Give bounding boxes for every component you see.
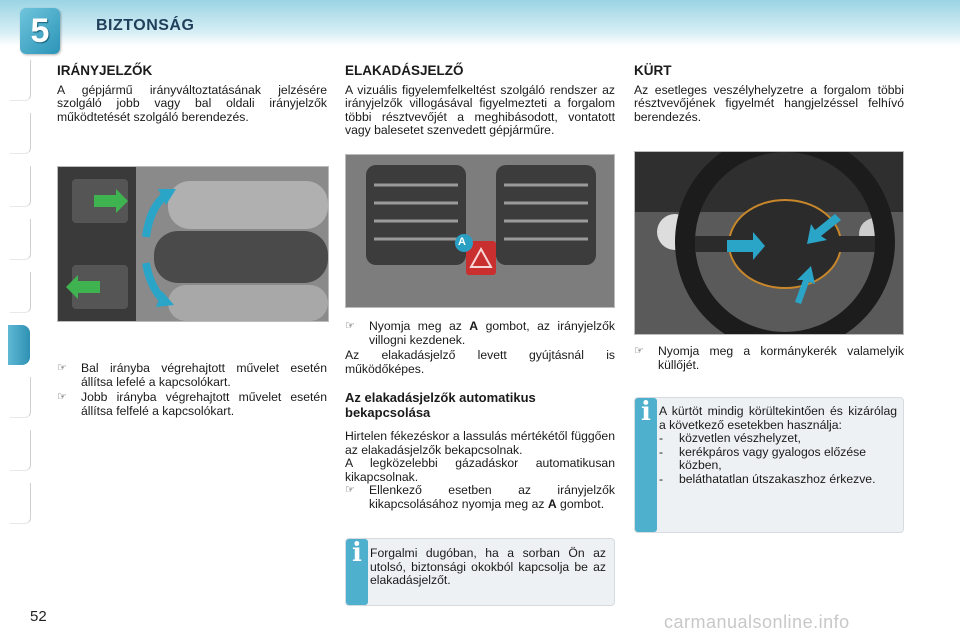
chapter-tab[interactable] [10,377,31,418]
hazard-heading: ELAKADÁSJELZŐ [345,63,464,78]
chapter-tabs [0,60,36,536]
pointing-hand-icon: ☞ [345,484,355,496]
hazard-instructions [345,320,615,511]
pointing-hand-icon: ☞ [634,345,644,357]
page-number: 52 [30,608,47,625]
list-item: ☞ Jobb irányba végrehajtott művelet esetén állítsa felfelé a kapcsolókart. [57,390,327,418]
turn-signal-intro: A gépjármű irányváltoztatásának jelzésére szolgáló jobb vagy bal oldali irányjelzők működtetését szolgáló berendezés. [57,82,327,124]
horn-heading: KÜRT [634,63,672,78]
horn-section [634,64,904,124]
info-icon: i [346,539,368,605]
list-item: ☞ Nyomja meg az A gombot, az irányjelzők villogni kezdenek. [345,319,615,347]
list-item: ☞ Nyomja meg a kormánykerék valamelyik küllőjét. [634,344,904,372]
chapter-tab[interactable] [10,272,31,313]
turn-signal-section [57,64,327,124]
pointing-hand-icon: ☞ [57,391,67,403]
turn-signal-stalk-photo [57,166,329,322]
chapter-tab[interactable] [10,60,31,101]
auto-hazard-text-1: Hirtelen fékezéskor a lassulás mértékétől függően az elakadásjelzők bekapcsolnak. [345,429,615,457]
hazard-info-text: Forgalmi dugóban, ha a sorban Ön az utolsó, biztonsági okokból kapcsolja be az elakadásjelzőt. [370,546,606,587]
hazard-section [345,64,615,138]
horn-info-intro: A kürtöt mindig körültekintően és kizárólag a következő esetekben használja: [659,404,897,432]
pointing-hand-icon: ☞ [345,320,355,332]
chapter-tab[interactable] [10,483,31,524]
chapter-tab-active[interactable] [8,325,30,365]
chapter-title: BIZTONSÁG [96,17,195,34]
turn-signal-instructions [57,362,327,418]
chapter-number-badge: 5 [20,8,60,54]
chapter-tab[interactable] [10,166,31,207]
hazard-switch-photo [345,154,615,308]
chapter-tab[interactable] [10,219,31,260]
list-item: ☞ Ellenkező esetben az irányjelzők kikapcsolásához nyomja meg az A gombot. [345,483,615,511]
hazard-info-box [345,538,615,606]
callout-label-a: A [458,236,466,248]
list-item: - közvetlen vészhelyzet, [659,431,801,445]
chapter-tab[interactable] [10,430,31,471]
watermark: carmanualsonline.info [664,612,850,632]
dashboard-vents-drawing [346,155,614,307]
list-item: ☞ Bal irányba végrehajtott művelet esetén állítsa lefelé a kapcsolókart. [57,361,327,389]
turn-signal-heading: IRÁNYJELZŐK [57,63,153,78]
horn-intro: Az esetleges veszélyhelyzetre a forgalom többi résztvevőjének figyelmét hangjelzéssel felhívó berendezés. [634,82,904,124]
chapter-tab[interactable] [10,113,31,154]
pointing-hand-icon: ☞ [57,362,67,374]
auto-hazard-text-2: A legközelebbi gázadáskor automatikusan kikapcsolnak. [345,456,615,484]
auto-hazard-heading: Az elakadásjelzők automatikus bekapcsolása [345,390,536,420]
steering-wheel-photo [634,151,904,335]
horn-instructions [634,345,904,372]
list-item: - beláthatatlan útszakaszhoz érkezve. [659,471,876,486]
horn-info-box [634,397,904,533]
hazard-intro: A vizuális figyelemfelkeltést szolgáló rendszer az irányjelzők villogásával figyelmezteti a forgalom többi résztvevőjét a meghibásodott, vontatott vagy balesetet szenvedett gépjárműre. [345,82,615,137]
hazard-note: Az elakadásjelző levett gyújtásnál is működőképes. [345,348,615,376]
list-item: - kerékpáros vagy gyalogos előzése közben, [659,444,866,472]
info-icon: i [635,398,657,532]
